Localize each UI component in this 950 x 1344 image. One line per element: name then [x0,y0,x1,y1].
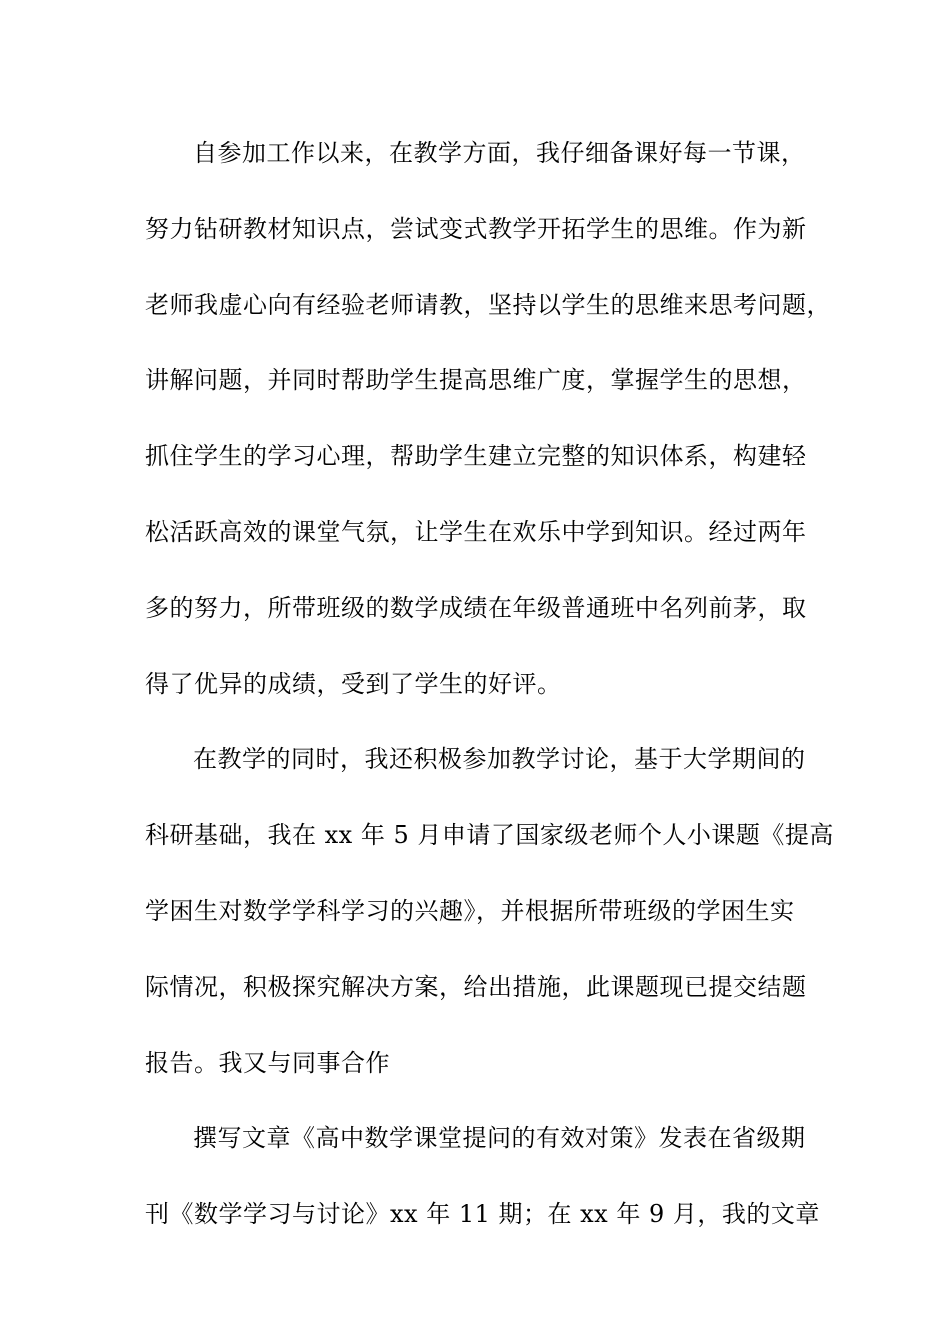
paragraph-3-line-2: 刊《数学学习与讨论》xx 年 11 期；在 xx 年 9 月，我的文章 [145,1200,820,1229]
body-text [145,128,834,1265]
paragraph-1-line-8: 得了优异的成绩，受到了学生的好评。 [145,669,562,698]
paragraph-1-line-7: 多的努力，所带班级的数学成绩在年级普通班中名列前茅，取 [145,593,807,622]
paragraph-3-line-1: 撰写文章《高中数学课堂提问的有效对策》发表在省级期 [193,1124,806,1153]
paragraph-1-line-5: 抓住学生的学习心理，帮助学生建立完整的知识体系，构建轻 [145,442,807,471]
paragraph-2-line-4: 际情况，积极探究解决方案，给出措施，此课题现已提交结题 [145,972,807,1001]
paragraph-2-line-5: 报告。我又与同事合作 [145,1048,390,1077]
paragraph-2-line-3: 学困生对数学学科学习的兴趣》，并根据所带班级的学困生实 [145,896,795,925]
paragraph-1-line-6: 松活跃高效的课堂气氛，让学生在欢乐中学到知识。经过两年 [145,517,807,546]
paragraph-1-line-1: 自参加工作以来，在教学方面，我仔细备课好每一节课， [193,139,806,167]
paragraph-2-line-1: 在教学的同时，我还积极参加教学讨论，基于大学期间的 [193,745,806,774]
paragraph-1-line-3: 老师我虚心向有经验老师请教，坚持以学生的思维来思考问题， [145,290,831,319]
paragraph-1-line-4: 讲解问题，并同时帮助学生提高思维广度，掌握学生的思想， [145,366,807,395]
paragraph-2-line-2: 科研基础，我在 xx 年 5 月申请了国家级老师个人小课题《提高 [145,821,834,850]
paragraph-1-line-2: 努力钻研教材知识点，尝试变式教学开拓学生的思维。作为新 [145,214,807,243]
